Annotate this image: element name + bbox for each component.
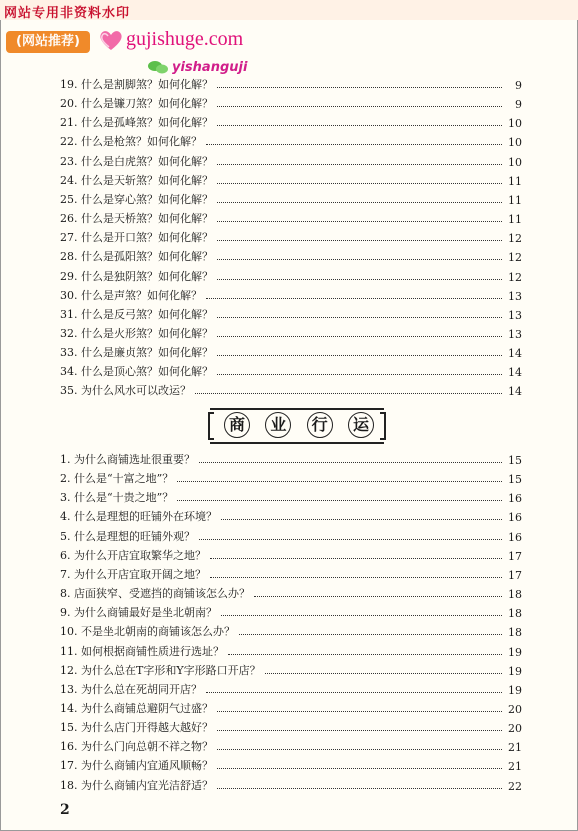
toc-entry-page: 15 [508, 473, 522, 487]
toc-entry-page: 22 [508, 779, 522, 793]
dot-leader [217, 788, 502, 789]
toc-entry-title: 24. 什么是天斩煞？如何化解？ [60, 173, 213, 187]
toc-entry-title: 30. 什么是声煞？如何化解？ [60, 288, 202, 302]
dot-leader [217, 183, 502, 184]
toc-entry[interactable] [60, 265, 522, 284]
dot-leader [217, 221, 502, 222]
dot-leader [217, 336, 502, 337]
toc-entry-page: 11 [508, 213, 522, 227]
brand-watermark: yishanguji [172, 60, 248, 75]
toc-entry-title: 22. 什么是枪煞？如何化解？ [60, 135, 202, 149]
toc-entry-page: 20 [508, 702, 522, 716]
toc-entry[interactable] [60, 130, 522, 149]
toc-entry[interactable] [60, 150, 522, 169]
toc-entry-page: 16 [508, 511, 522, 525]
dot-leader [221, 519, 502, 520]
toc-entry-page: 17 [508, 549, 522, 563]
toc-entry-page: 13 [508, 308, 522, 322]
toc-entry-title: 16. 为什么门向总朝不祥之物？ [60, 740, 213, 754]
toc-entry-title: 15. 为什么店门开得越大越好？ [60, 721, 213, 735]
dot-leader [195, 393, 502, 394]
dot-leader [206, 692, 502, 693]
toc-entry[interactable] [60, 111, 522, 130]
dot-leader [221, 615, 502, 616]
toc-entry-page: 16 [508, 530, 522, 544]
toc-entry-page: 14 [508, 385, 522, 399]
dot-leader [210, 577, 502, 578]
dot-leader [217, 317, 502, 318]
section-char: 业 [265, 412, 291, 438]
toc-entry-page: 16 [508, 492, 522, 506]
dot-leader [217, 355, 502, 356]
toc-entry-page: 19 [508, 664, 522, 678]
toc-entry-page: 20 [508, 722, 522, 736]
toc-entry[interactable] [60, 697, 522, 716]
toc-entry[interactable] [60, 754, 522, 773]
toc-entry-title: 2. 什么是“十富之地”？ [60, 472, 174, 486]
toc-entry[interactable] [60, 582, 522, 601]
dot-leader [217, 106, 502, 107]
toc-entry[interactable] [60, 284, 522, 303]
site-link[interactable]: gujishuge.com [126, 28, 244, 50]
toc-entry-title: 28. 什么是孤阳煞？如何化解？ [60, 250, 213, 264]
dot-leader [265, 673, 502, 674]
toc-entry[interactable] [60, 73, 522, 92]
toc-entry[interactable] [60, 525, 522, 544]
dot-leader [217, 768, 502, 769]
toc-entry-page: 12 [508, 251, 522, 265]
toc-entry[interactable] [60, 226, 522, 245]
toc-entry-title: 33. 什么是廉贞煞？如何化解？ [60, 346, 213, 360]
toc-entry-title: 3. 什么是“十贵之地”？ [60, 491, 174, 505]
toc-entry-title: 18. 为什么商铺内宜光洁舒适？ [60, 778, 213, 792]
toc-entry-title: 26. 什么是天桥煞？如何化解？ [60, 212, 213, 226]
toc-entry[interactable] [60, 322, 522, 341]
toc-entry-page: 18 [508, 588, 522, 602]
toc-entry-title: 27. 什么是开口煞？如何化解？ [60, 231, 213, 245]
toc-entry[interactable] [60, 716, 522, 735]
toc-entry-page: 13 [508, 327, 522, 341]
right-bracket [380, 412, 386, 440]
toc-entry[interactable] [60, 774, 522, 793]
toc-entry-title: 6. 为什么开店宜取繁华之地？ [60, 548, 206, 562]
toc-entry-title: 12. 为什么总在T字形和Y字形路口开店？ [60, 663, 261, 677]
toc-entry-title: 34. 什么是顶心煞？如何化解？ [60, 365, 213, 379]
toc-entry-title: 29. 什么是独阴煞？如何化解？ [60, 269, 213, 283]
dot-leader [217, 730, 502, 731]
toc-entry-title: 17. 为什么商铺内宜通风顺畅？ [60, 759, 213, 773]
dot-leader [254, 596, 502, 597]
toc-entry-page: 18 [508, 607, 522, 621]
dot-leader [217, 164, 502, 165]
toc-entry-page: 19 [508, 683, 522, 697]
toc-entry[interactable] [60, 341, 522, 360]
toc-entry[interactable] [60, 92, 522, 111]
dot-leader [228, 654, 502, 655]
dot-leader [217, 240, 502, 241]
toc-entry-page: 17 [508, 568, 522, 582]
toc-entry[interactable] [60, 486, 522, 505]
toc-entry-title: 35. 为什么风水可以改运？ [60, 384, 191, 398]
heart-icon [98, 27, 124, 53]
toc-entry-page: 10 [508, 155, 522, 169]
site-recommend-badge: (网站推荐) [6, 31, 90, 53]
toc-entry-title: 5. 什么是理想的旺铺外观？ [60, 529, 195, 543]
dot-leader [217, 711, 502, 712]
toc-entry[interactable] [60, 360, 522, 379]
toc-entry-title: 23. 什么是白虎煞？如何化解？ [60, 154, 213, 168]
toc-entry-page: 10 [508, 117, 522, 131]
dot-leader [206, 144, 502, 145]
dot-leader [217, 125, 502, 126]
dot-leader [177, 481, 502, 482]
section-char: 运 [348, 412, 374, 438]
toc-entry-page: 9 [515, 98, 522, 112]
toc-entry-title: 13. 为什么总在死胡同开店？ [60, 682, 202, 696]
toc-entry-title: 11. 如何根据商铺性质进行选址？ [60, 644, 224, 658]
toc-entry-page: 9 [515, 79, 522, 92]
dot-leader [217, 87, 502, 88]
toc-entry[interactable] [60, 207, 522, 226]
toc-entry-page: 11 [508, 174, 522, 188]
toc-entry[interactable] [60, 379, 522, 398]
section-char: 行 [307, 412, 333, 438]
toc-entry[interactable] [60, 448, 522, 467]
toc-entry[interactable] [60, 601, 522, 620]
toc-entry-page: 10 [508, 136, 522, 150]
dot-leader [239, 634, 502, 635]
toc-entry-page: 19 [508, 645, 522, 659]
dot-leader [206, 298, 502, 299]
toc-entry-page: 11 [508, 193, 522, 207]
dot-leader [210, 558, 502, 559]
toc-entry-title: 14. 为什么商铺总避阴气过盛？ [60, 701, 213, 715]
toc-entry-title: 10. 不是坐北朝南的商铺该怎么办？ [60, 625, 235, 639]
toc-entry-title: 19. 什么是割脚煞？如何化解？ [60, 78, 213, 91]
toc-entry-page: 13 [508, 289, 522, 303]
toc-entry-page: 12 [508, 232, 522, 246]
top-watermark: 网站专用非资料水印 [4, 6, 131, 21]
toc-entry-page: 14 [508, 347, 522, 361]
toc-entry[interactable] [60, 735, 522, 754]
chat-bubble-icon [147, 60, 169, 74]
toc-entry-title: 8. 店面狭窄、受遮挡的商铺该怎么办？ [60, 587, 250, 601]
toc-entry-page: 21 [508, 741, 522, 755]
toc-entry-page: 12 [508, 270, 522, 284]
toc-entry-title: 9. 为什么商铺最好是坐北朝南？ [60, 606, 217, 620]
toc-entry-page: 21 [508, 760, 522, 774]
toc-entry[interactable] [60, 678, 522, 697]
toc-entry[interactable] [60, 620, 522, 639]
toc-entry-title: 1. 为什么商铺选址很重要？ [60, 453, 195, 466]
toc-entry-page: 18 [508, 626, 522, 640]
toc-entry[interactable] [60, 544, 522, 563]
toc-entry-title: 7. 为什么开店宜取开阔之地？ [60, 567, 206, 581]
toc-entry[interactable] [60, 188, 522, 207]
toc-entry[interactable] [60, 640, 522, 659]
toc-entry[interactable] [60, 659, 522, 678]
toc-entry-title: 20. 什么是镰刀煞？如何化解？ [60, 97, 213, 111]
toc-entry[interactable] [60, 563, 522, 582]
left-bracket [208, 412, 214, 440]
page-number: 2 [60, 802, 70, 818]
dot-leader [217, 259, 502, 260]
toc-entry-title: 21. 什么是孤峰煞？如何化解？ [60, 116, 213, 130]
dot-leader [199, 462, 502, 463]
toc-entry-page: 15 [508, 454, 522, 467]
section-char: 商 [224, 412, 250, 438]
dot-leader [177, 500, 502, 501]
dot-leader [199, 539, 502, 540]
dot-leader [217, 749, 502, 750]
toc-entry[interactable] [60, 245, 522, 264]
section-heading [210, 408, 386, 442]
toc-entry-title: 31. 什么是反弓煞？如何化解？ [60, 307, 213, 321]
toc-entry-title: 32. 什么是火形煞？如何化解？ [60, 326, 213, 340]
dot-leader [217, 279, 502, 280]
toc-entry[interactable] [60, 169, 522, 188]
toc-entry-title: 25. 什么是穿心煞？如何化解？ [60, 192, 213, 206]
toc-entry-title: 4. 什么是理想的旺铺外在环境？ [60, 510, 217, 524]
dot-leader [217, 374, 502, 375]
toc-entry[interactable] [60, 303, 522, 322]
dot-leader [217, 202, 502, 203]
toc-entry-page: 14 [508, 366, 522, 380]
toc-entry[interactable] [60, 467, 522, 486]
toc-entry[interactable] [60, 505, 522, 524]
